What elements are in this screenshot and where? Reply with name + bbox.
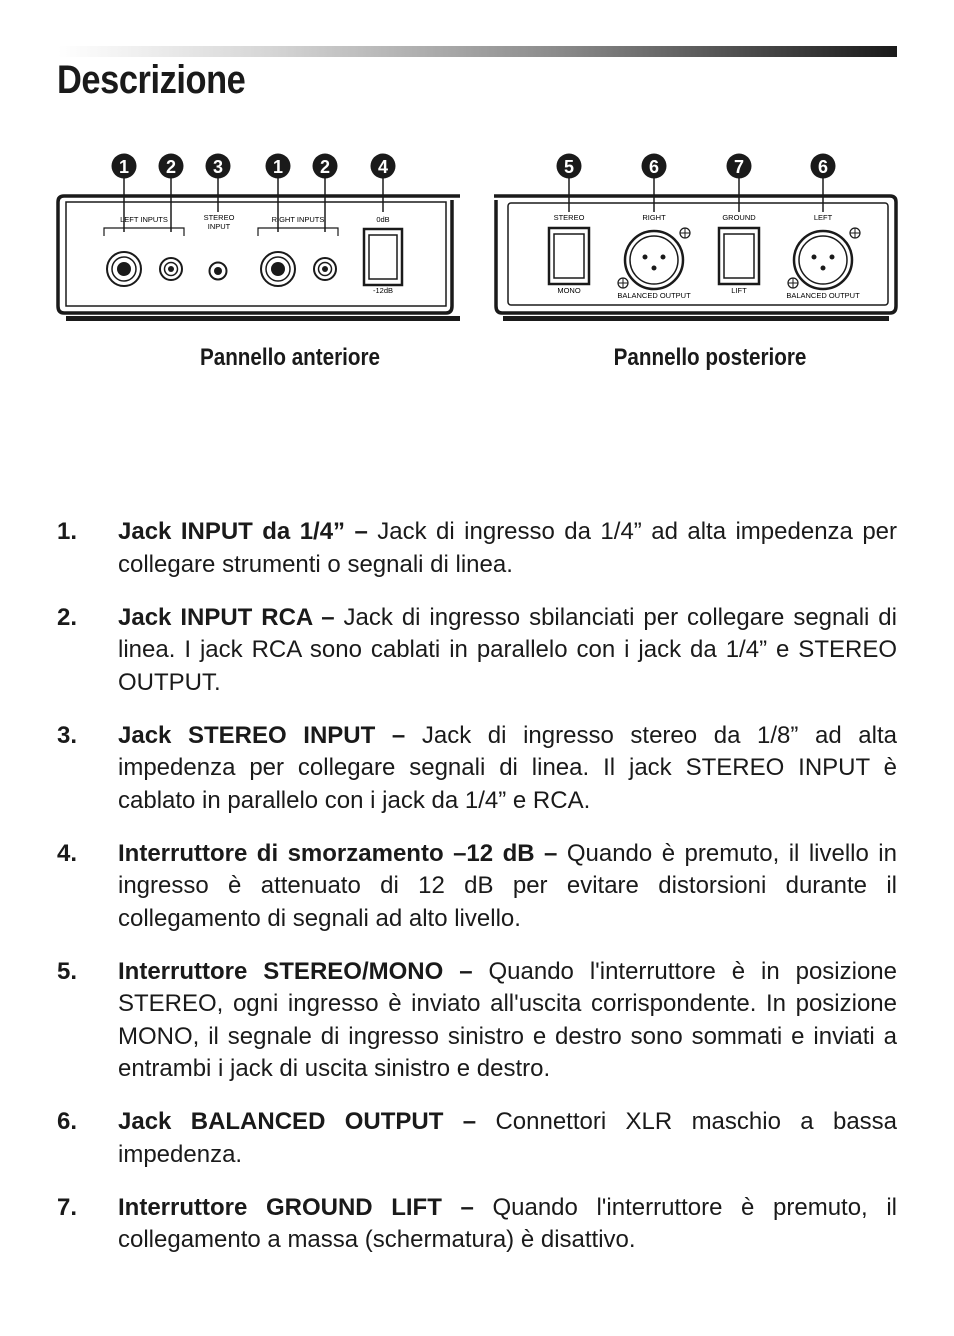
svg-text:1: 1 (118, 157, 130, 177)
svg-text:RIGHT: RIGHT (642, 213, 666, 222)
svg-text:0dB: 0dB (376, 215, 390, 224)
svg-text:5: 5 (563, 157, 575, 177)
front-callout-3 (206, 154, 231, 179)
header-gradient-rule (58, 46, 897, 57)
item-text: Quando è premuto, il livello in ingresso è attenuato di 12 dB per evitare distorsioni durante il collegamento di segnali ad alto livello. (118, 839, 897, 932)
rear-callout-5 (557, 154, 582, 179)
svg-text:STEREO: STEREO (203, 213, 235, 222)
svg-text:RIGHT INPUTS: RIGHT INPUTS (271, 215, 325, 224)
rear-callout-6a (642, 154, 667, 179)
panel-diagrams (0, 140, 954, 340)
front-panel-caption: Pannello anteriore (199, 344, 381, 371)
list-item (57, 1106, 897, 1171)
item-text: Connettori XLR maschio a bassa impedenza. (118, 1108, 898, 1168)
left-xlr-output (788, 228, 860, 289)
svg-text:2: 2 (319, 157, 331, 177)
svg-text:LEFT: LEFT (813, 213, 833, 222)
rear-panel (494, 154, 896, 322)
item-text: Quando l'interruttore è premuto, il collegamento a massa (schermatura) è disattivo. (118, 1193, 897, 1253)
list-item (57, 602, 897, 700)
page-title: Descrizione (57, 58, 246, 102)
right-xlr-output (618, 228, 690, 289)
front-panel (58, 154, 460, 322)
svg-text:2: 2 (165, 157, 177, 177)
item-number: 5. (57, 957, 78, 985)
stereo-mono-switch (549, 228, 589, 284)
svg-text:GROUND: GROUND (722, 213, 756, 222)
svg-text:7: 7 (733, 157, 745, 177)
item-number: 3. (57, 721, 78, 749)
pad-switch (364, 229, 402, 285)
front-callout-2a (159, 154, 184, 179)
svg-text:6: 6 (648, 157, 660, 177)
svg-text:3: 3 (212, 157, 224, 177)
list-item (57, 956, 897, 1086)
item-number: 6. (57, 1108, 78, 1135)
item-term: Jack INPUT RCA – (118, 603, 335, 631)
left-rca-jack (160, 258, 182, 280)
item-number: 7. (57, 1193, 78, 1221)
front-callout-1b (266, 154, 291, 179)
svg-text:1: 1 (272, 157, 284, 177)
item-term: Jack BALANCED OUTPUT – (118, 1108, 477, 1135)
front-callout-2b (313, 154, 338, 179)
svg-text:BALANCED OUTPUT: BALANCED OUTPUT (617, 291, 691, 300)
rear-panel-caption: Pannello posteriore (613, 344, 807, 371)
stereo-input-jack (210, 263, 227, 280)
left-quarter-inch-jack (107, 252, 141, 286)
rear-callout-6b (811, 154, 836, 179)
item-text: Jack di ingresso da 1/4” ad alta impedenza per collegare strumenti o segnali di linea. (118, 518, 898, 578)
list-item (57, 720, 897, 818)
svg-text:LIFT: LIFT (731, 286, 747, 295)
front-callout-4 (371, 154, 396, 179)
svg-text:MONO: MONO (557, 286, 581, 295)
description-list (57, 516, 897, 1277)
item-number: 1. (57, 518, 78, 545)
item-number: 2. (57, 603, 78, 631)
svg-text:6: 6 (817, 157, 829, 177)
front-callout-1a (112, 154, 137, 179)
svg-text:-12dB: -12dB (372, 286, 394, 295)
item-number: 4. (57, 839, 78, 867)
item-text: Jack di ingresso sbilanciati per collegare segnali di linea. I jack RCA sono cablati in parallelo con i jack da 1/4” e STEREO OUTPUT. (118, 603, 897, 696)
right-quarter-inch-jack (261, 252, 295, 286)
ground-lift-switch (719, 228, 759, 284)
list-item (57, 516, 897, 581)
rear-callout-7 (727, 154, 752, 179)
svg-text:LEFT INPUTS: LEFT INPUTS (120, 215, 168, 224)
item-text: Quando l'interruttore è in posizione STEREO, ogni ingresso è inviato all'uscita corrispondente. In posizione MONO, il segnale di ingresso sinistro e destro sono sommati e inviati a entrambi i jack di uscita sinistro e destro. (118, 957, 897, 1082)
svg-text:INPUT: INPUT (207, 222, 231, 231)
item-text: Jack di ingresso stereo da 1/8” ad alta impedenza per collegare segnali di linea. Il jack STEREO INPUT è cablato in parallelo con i jack da 1/4” e RCA. (118, 721, 897, 814)
item-term: Interruttore di smorzamento –12 dB – (118, 839, 558, 867)
list-item (57, 838, 897, 936)
svg-text:4: 4 (377, 157, 389, 177)
item-term: Interruttore GROUND LIFT – (118, 1193, 474, 1221)
svg-text:BALANCED OUTPUT: BALANCED OUTPUT (786, 291, 860, 300)
right-rca-jack (314, 258, 336, 280)
list-item (57, 1192, 897, 1257)
item-term: Interruttore STEREO/MONO – (118, 957, 473, 985)
item-term: Jack INPUT da 1/4” – (118, 518, 368, 545)
item-term: Jack STEREO INPUT – (118, 721, 406, 749)
svg-text:STEREO: STEREO (553, 213, 585, 222)
